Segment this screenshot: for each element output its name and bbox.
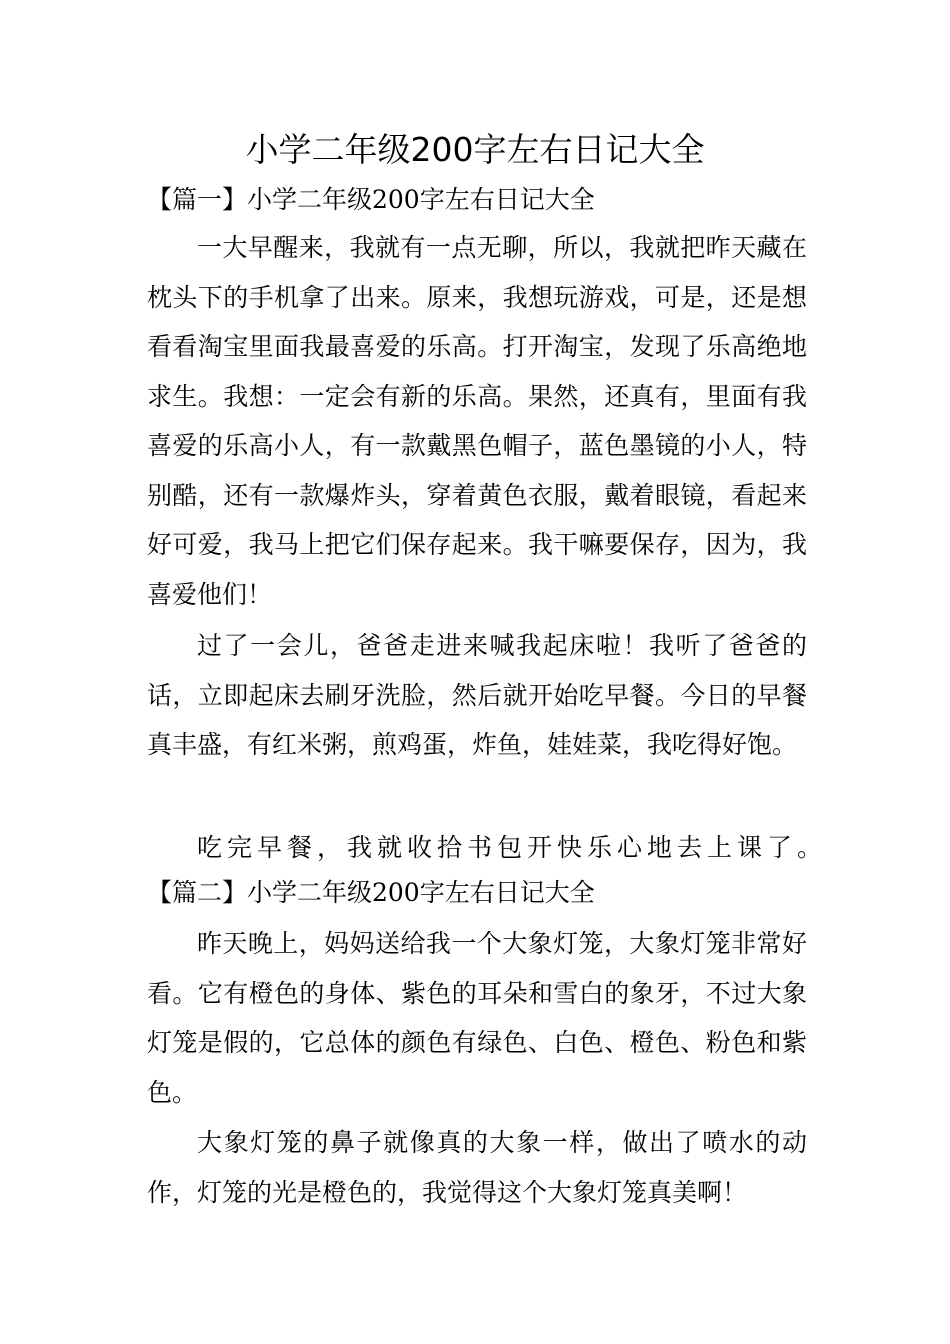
paragraph-1-1: 一大早醒来，我就有一点无聊，所以，我就把昨天藏在枕头下的手机拿了出来。原来，我想玩游戏，可是，还是想看看淘宝里面我最喜爱的乐高。打开淘宝，发现了乐高绝地求生。我想：一定会有新的乐高。果然，还真有，里面有我喜爱的乐高小人，有一款戴黑色帽子，蓝色墨镜的小人，特别酷，还有一款爆炸头，穿着黄色衣服，戴着眼镜，看起来好可爱，我马上把它们保存起来。我干嘛要保存，因为，我喜爱他们！ (147, 233, 807, 609)
paragraph-2-2: 大象灯笼的鼻子就像真的大象一样，做出了喷水的动作，灯笼的光是橙色的，我觉得这个大象灯笼真美啊！ (147, 1128, 807, 1207)
document-title: 小学二年级200字左右日记大全 (245, 130, 705, 169)
paragraph-2-1: 昨天晚上，妈妈送给我一个大象灯笼，大象灯笼非常好看。它有橙色的身体、紫色的耳朵和雪白的象牙，不过大象灯笼是假的，它总体的颜色有绿色、白色、橙色、粉色和紫色。 (147, 929, 807, 1107)
section-heading-2: 【篇二】小学二年级200字左右日记大全 (147, 878, 595, 907)
section-heading-1: 【篇一】小学二年级200字左右日记大全 (147, 185, 595, 214)
paragraph-1-2: 过了一会儿，爸爸走进来喊我起床啦！我听了爸爸的话，立即起床去刷牙洗脸，然后就开始吃早餐。今日的早餐真丰盛，有红米粥，煎鸡蛋，炸鱼，娃娃菜，我吃得好饱。 (147, 631, 807, 759)
paragraph-1-3: 吃完早餐，我就收拾书包开快乐心地去上课了。 (197, 833, 828, 862)
